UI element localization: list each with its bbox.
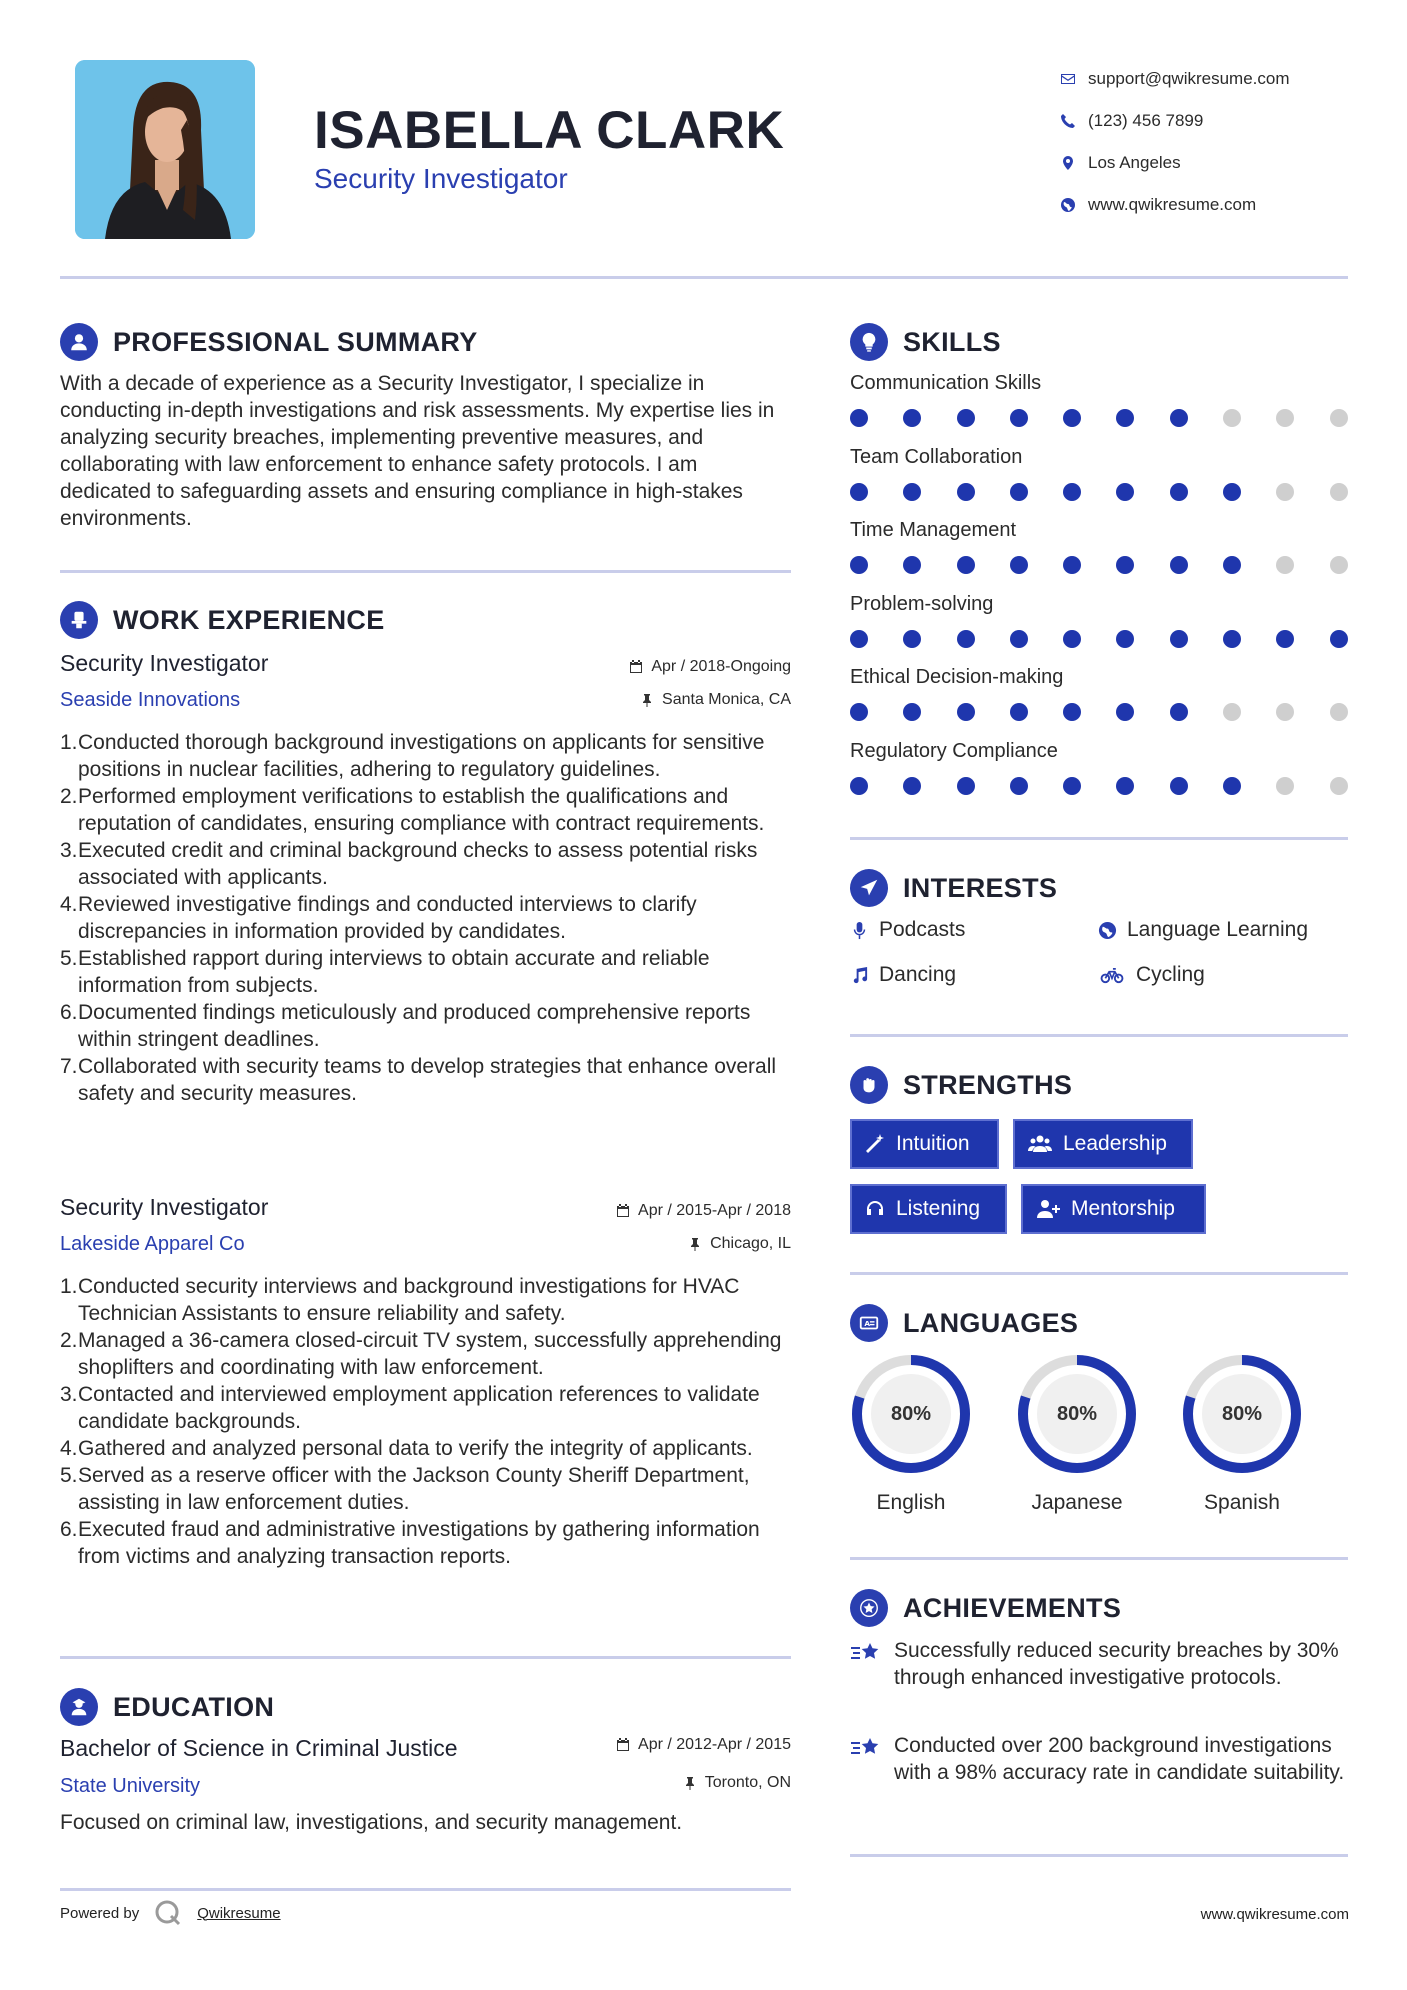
rating-dot-filled: [1223, 483, 1241, 501]
footer-powered-by: [60, 1898, 281, 1928]
rating-dot-filled: [957, 556, 975, 574]
language-percent: 80%: [1221, 1402, 1263, 1425]
education-location: [490, 1774, 791, 1792]
rating-dot-filled: [850, 630, 868, 648]
language-name: Spanish: [1204, 1491, 1280, 1514]
rating-dot-filled: [957, 703, 975, 721]
strengths-heading: STRENGTHS: [903, 1069, 1073, 1100]
contact-location: [1048, 142, 1348, 184]
calendar-icon: [616, 1738, 630, 1752]
contact-block: [1048, 58, 1348, 226]
users-icon: [1027, 1133, 1053, 1155]
rating-dot-filled: [850, 703, 868, 721]
summary-heading: PROFESSIONAL SUMMARY: [113, 326, 478, 357]
rating-dot-filled: [1010, 703, 1028, 721]
languages-section-header: [850, 1304, 1078, 1342]
rating-dot-filled: [903, 777, 921, 795]
summary-section-header: [60, 323, 478, 361]
list-item: 2. Performed employment verifications to establish the qualifications and reputation of candidates, ensuring compliance with contract requirements.: [60, 785, 765, 835]
rating-dot-filled: [1276, 630, 1294, 648]
summary-divider: [60, 570, 791, 573]
strengths-divider: [850, 1272, 1348, 1275]
contact-website-text: www.qwikresume.com: [1088, 195, 1257, 214]
rating-dot-filled: [1063, 630, 1081, 648]
rating-dot-empty: [1276, 409, 1294, 427]
education-dates: [490, 1736, 791, 1754]
strength-label: Listening: [896, 1197, 981, 1220]
list-item: 7. Collaborated with security teams to develop strategies that enhance overall safety and security measures.: [60, 1055, 777, 1105]
job-dates: [490, 658, 791, 676]
user-icon: [60, 323, 98, 361]
degree-title: Bachelor of Science in Criminal Justice: [60, 1735, 458, 1761]
pushpin-icon: [640, 693, 654, 707]
rating-dot-filled: [1223, 630, 1241, 648]
rating-dot-filled: [1170, 630, 1188, 648]
language-name: English: [876, 1491, 946, 1514]
language-item: [1181, 1353, 1303, 1515]
rating-dot-filled: [1063, 703, 1081, 721]
language-item: [850, 1353, 972, 1515]
music-note-icon: [850, 966, 869, 985]
strength-label: Intuition: [896, 1132, 970, 1155]
list-item: 4. Reviewed investigative findings and conducted interviews to clarify discrepancies in information provided by candidates.: [60, 893, 697, 943]
job-dates: [490, 1202, 791, 1220]
calendar-icon: [629, 660, 643, 674]
achievements-section-header: [850, 1589, 1121, 1627]
list-item: 1. Conducted thorough background investigations on applicants for sensitive positions in nuclear facilities, adhering to regulatory guidelines.: [60, 731, 765, 781]
job-bullets: [60, 729, 796, 1107]
contact-website[interactable]: [1048, 184, 1348, 226]
rating-dot-empty: [1276, 556, 1294, 574]
rating-dot-filled: [903, 703, 921, 721]
rating-dot-filled: [1223, 777, 1241, 795]
job-title: Security Investigator: [60, 1194, 269, 1220]
rating-dot-filled: [850, 409, 868, 427]
rating-dot-filled: [957, 777, 975, 795]
rating-dot-filled: [1010, 483, 1028, 501]
list-item: 5. Served as a reserve officer with the Jackson County Sheriff Department, assisting in law enforcement duties.: [60, 1464, 750, 1514]
rating-dot-filled: [1010, 409, 1028, 427]
achievement-item: [850, 1732, 1350, 1786]
job-dates-text: Apr / 2018-Ongoing: [651, 658, 791, 675]
job-title: Security Investigator: [60, 650, 269, 676]
education-section-header: [60, 1688, 274, 1726]
interests-heading: INTERESTS: [903, 872, 1058, 903]
work-heading: WORK EXPERIENCE: [113, 604, 385, 635]
header-divider: [60, 276, 1348, 279]
languages-divider: [850, 1557, 1348, 1560]
skill-name: Time Management: [850, 519, 1016, 541]
summary-text: With a decade of experience as a Security Investigator, I specialize in conducting in-depth investigations and risk assessments. My expertise lies in analyzing security breaches, implementing preventive measures, and collaborating with law enforcement to enhance safety protocols. I am dedicated to safeguarding assets and ensuring compliance in high-stakes environments.: [60, 372, 775, 530]
rating-dot-empty: [1276, 703, 1294, 721]
strength-mentorship: [1021, 1184, 1206, 1234]
rating-dot-filled: [957, 630, 975, 648]
skill-rating: [850, 483, 1383, 501]
rating-dot-filled: [1170, 556, 1188, 574]
education-location-text: Toronto, ON: [704, 1774, 791, 1791]
skill-name: Ethical Decision-making: [850, 666, 1064, 688]
interest-language-learning: [1098, 918, 1308, 942]
graduation-cap-icon: [60, 1688, 98, 1726]
rating-dot-empty: [1276, 483, 1294, 501]
rating-dot-filled: [850, 556, 868, 574]
rating-dot-filled: [1116, 777, 1134, 795]
list-item: 4. Gathered and analyzed personal data to verify the integrity of applicants.: [60, 1437, 753, 1460]
skill-rating: [850, 556, 1383, 574]
strength-label: Mentorship: [1071, 1197, 1175, 1220]
interest-dancing: [850, 963, 956, 987]
achievement-text: Successfully reduced security breaches by 30% through enhanced investigative protocols.: [894, 1639, 1339, 1689]
interests-section-header: [850, 869, 1057, 907]
phone-icon: [1048, 113, 1088, 129]
rating-dot-empty: [1330, 556, 1348, 574]
job-dates-text: Apr / 2015-Apr / 2018: [638, 1202, 791, 1219]
rating-dot-filled: [1010, 630, 1028, 648]
strength-listening: [850, 1184, 1007, 1234]
language-item: [1016, 1353, 1138, 1515]
interest-label: Podcasts: [879, 918, 966, 941]
rating-dot-filled: [1170, 409, 1188, 427]
list-item: 1. Conducted security interviews and background investigations for HVAC Technician Assistants to ensure reliability and safety.: [60, 1275, 740, 1325]
skill-rating: [850, 630, 1383, 648]
work-divider: [60, 1656, 791, 1659]
strengths-section-header: [850, 1066, 1072, 1104]
rating-dot-empty: [1223, 703, 1241, 721]
user-plus-icon: [1035, 1198, 1061, 1220]
skill-rating: [850, 777, 1383, 795]
rating-dot-filled: [903, 409, 921, 427]
skill-name: Regulatory Compliance: [850, 739, 1058, 762]
skills-section-header: [850, 323, 1001, 361]
strength-leadership: [1013, 1119, 1193, 1169]
shooting-star-icon: [850, 1734, 882, 1762]
rating-dot-empty: [1223, 409, 1241, 427]
education-heading: EDUCATION: [113, 1691, 275, 1722]
school-name: State University: [60, 1775, 201, 1797]
interest-podcasts: [850, 918, 965, 942]
work-section-header: [60, 601, 385, 639]
rating-dot-filled: [1010, 777, 1028, 795]
star-badge-icon: [850, 1589, 888, 1627]
rating-dot-filled: [1116, 483, 1134, 501]
briefcase-icon: [60, 601, 98, 639]
contact-location-text: Los Angeles: [1088, 153, 1181, 172]
shooting-star-icon: [850, 1639, 882, 1667]
language-name: Japanese: [1031, 1491, 1123, 1514]
language-percent: 80%: [1056, 1402, 1098, 1425]
paper-plane-icon: [850, 869, 888, 907]
map-pin-icon: [1048, 155, 1088, 171]
globe-icon: [1048, 197, 1088, 213]
rating-dot-filled: [1063, 409, 1081, 427]
job-location-text: Santa Monica, CA: [662, 691, 791, 708]
rating-dot-filled: [903, 483, 921, 501]
interest-label: Cycling: [1136, 963, 1205, 986]
list-item: 6. Executed fraud and administrative investigations by gathering information from victims and analyzing transaction reports.: [60, 1518, 760, 1568]
skill-name: Problem-solving: [850, 592, 994, 615]
qwikresume-logo-icon: [153, 1898, 183, 1928]
job-location: [490, 1235, 791, 1253]
rating-dot-filled: [1170, 777, 1188, 795]
contact-phone-text: (123) 456 7899: [1088, 111, 1204, 130]
strength-intuition: [850, 1119, 999, 1169]
rating-dot-filled: [1063, 777, 1081, 795]
svg-text:A: A: [864, 1319, 871, 1329]
education-divider: [60, 1888, 791, 1891]
list-item: 2. Managed a 36-camera closed-circuit TV system, successfully apprehending shoplifters and coordinating with law enforcement.: [60, 1329, 782, 1379]
strength-label: Leadership: [1063, 1132, 1167, 1155]
language-progress-ring: [1016, 1353, 1138, 1475]
job-location-text: Chicago, IL: [710, 1235, 791, 1252]
job-company: Seaside Innovations: [60, 689, 241, 711]
rating-dot-filled: [850, 777, 868, 795]
contact-email[interactable]: [1048, 58, 1348, 100]
interest-label: Language Learning: [1127, 918, 1309, 941]
job-location: [490, 691, 791, 709]
candidate-name: ISABELLA CLARK: [314, 101, 785, 160]
job-bullets: [60, 1273, 796, 1570]
contact-phone[interactable]: [1048, 100, 1348, 142]
rating-dot-filled: [1170, 703, 1188, 721]
list-item: 5. Established rapport during interviews to obtain accurate and reliable information from subjects.: [60, 947, 710, 997]
rating-dot-filled: [903, 556, 921, 574]
achievement-item: [850, 1637, 1350, 1691]
skill-rating: [850, 703, 1383, 721]
language-progress-ring: [1181, 1353, 1303, 1475]
contact-email-text: support@qwikresume.com: [1088, 69, 1290, 88]
education-dates-text: Apr / 2012-Apr / 2015: [638, 1736, 791, 1753]
fist-icon: [850, 1066, 888, 1104]
interest-label: Dancing: [879, 963, 957, 986]
rating-dot-filled: [1170, 483, 1188, 501]
rating-dot-filled: [1063, 556, 1081, 574]
lightbulb-icon: [850, 323, 888, 361]
skill-rating: [850, 409, 1383, 427]
skill-name: Team Collaboration: [850, 445, 1023, 468]
powered-by-label: Powered by: [60, 1904, 140, 1922]
rating-dot-empty: [1330, 483, 1348, 501]
rating-dot-filled: [1116, 630, 1134, 648]
rating-dot-filled: [1116, 556, 1134, 574]
footer-website[interactable]: www.qwikresume.com: [1200, 1906, 1349, 1923]
bicycle-icon: [1098, 966, 1126, 985]
achievements-heading: ACHIEVEMENTS: [903, 1592, 1122, 1623]
rating-dot-filled: [850, 483, 868, 501]
rating-dot-filled: [1063, 483, 1081, 501]
rating-dot-filled: [1116, 409, 1134, 427]
achievements-divider: [850, 1854, 1348, 1857]
microphone-icon: [850, 921, 869, 940]
interest-cycling: [1098, 963, 1205, 987]
list-item: 3. Contacted and interviewed employment application references to validate candidate backgrounds.: [60, 1383, 760, 1433]
rating-dot-filled: [957, 409, 975, 427]
job-company: Lakeside Apparel Co: [60, 1233, 245, 1255]
candidate-title: Security Investigator: [314, 163, 568, 194]
education-description: Focused on criminal law, investigations, and security management.: [60, 1811, 683, 1834]
rating-dot-filled: [1116, 703, 1134, 721]
skills-divider: [850, 837, 1348, 840]
interests-divider: [850, 1034, 1348, 1037]
magic-wand-icon: [864, 1133, 886, 1155]
calendar-icon: [616, 1204, 630, 1218]
rating-dot-empty: [1276, 777, 1294, 795]
pushpin-icon: [688, 1237, 702, 1251]
rating-dot-empty: [1330, 703, 1348, 721]
language-percent: 80%: [890, 1402, 932, 1425]
skills-heading: SKILLS: [903, 326, 1001, 357]
globe-icon: [1098, 921, 1117, 940]
language-icon: [850, 1304, 888, 1342]
skill-name: Communication Skills: [850, 372, 1042, 394]
list-item: 3. Executed credit and criminal background checks to assess potential risks associated with applicants.: [60, 839, 758, 889]
envelope-icon: [1048, 71, 1088, 87]
qwikresume-link[interactable]: Qwikresume: [197, 1904, 281, 1922]
rating-dot-filled: [1010, 556, 1028, 574]
rating-dot-filled: [903, 630, 921, 648]
languages-heading: LANGUAGES: [903, 1307, 1079, 1338]
rating-dot-filled: [957, 483, 975, 501]
headphones-icon: [864, 1198, 886, 1220]
rating-dot-filled: [1223, 556, 1241, 574]
profile-photo: [75, 60, 255, 239]
rating-dot-empty: [1330, 777, 1348, 795]
achievement-text: Conducted over 200 background investigations with a 98% accuracy rate in candidate suitability.: [894, 1734, 1345, 1784]
list-item: 6. Documented findings meticulously and produced comprehensive reports within stringent deadlines.: [60, 1001, 751, 1051]
rating-dot-filled: [1330, 630, 1348, 648]
pushpin-icon: [683, 1776, 697, 1790]
language-progress-ring: [850, 1353, 972, 1475]
rating-dot-empty: [1330, 409, 1348, 427]
